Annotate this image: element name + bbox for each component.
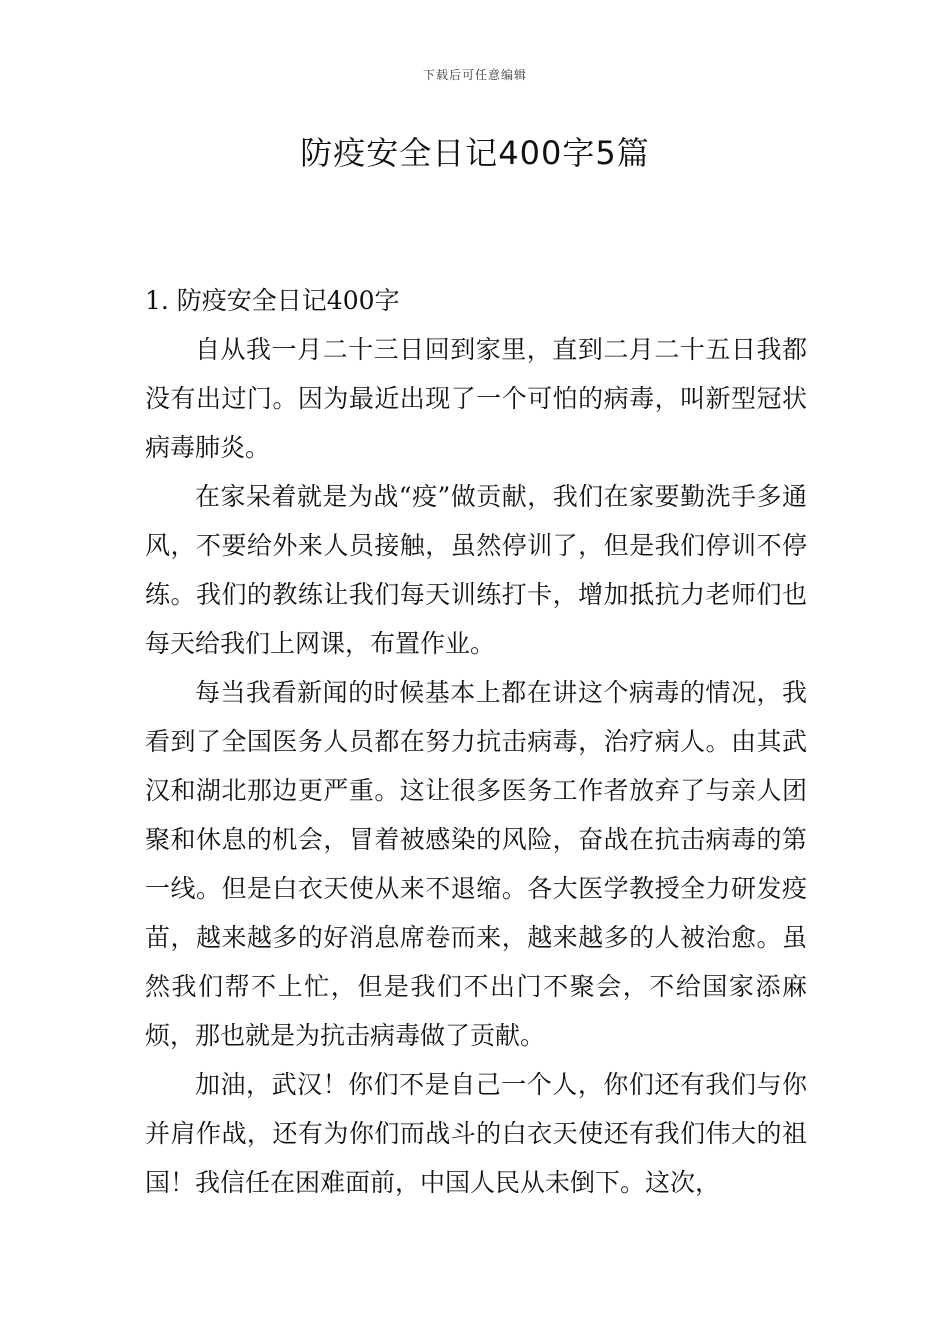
paragraph: 自从我一月二十三日回到家里，直到二月二十五日我都没有出过门。因为最近出现了一个可怕的病毒，叫新型冠状病毒肺炎。 <box>145 335 807 462</box>
header-note: 下载后可任意编辑 <box>422 68 527 82</box>
section-heading: 1. 防疫安全日记400字 <box>145 286 400 315</box>
document-title: 防疫安全日记400字5篇 <box>300 134 650 172</box>
paragraph: 加油，武汉！你们不是自己一个人，你们还有我们与你并肩作战，还有为你们而战斗的白衣天使还有我们伟大的祖国！我信任在困难面前，中国人民从未倒下。这次， <box>145 1070 807 1197</box>
document-body <box>145 276 807 1207</box>
paragraph: 在家呆着就是为战“疫”做贡献，我们在家要勤洗手多通风，不要给外来人员接触，虽然停训了，但是我们停训不停练。我们的教练让我们每天训练打卡，增加抵抗力老师们也每天给我们上网课，布置作业。 <box>145 482 807 658</box>
paragraph: 每当我看新闻的时候基本上都在讲这个病毒的情况，我看到了全国医务人员都在努力抗击病毒，治疗病人。由其武汉和湖北那边更严重。这让很多医务工作者放弃了与亲人团聚和休息的机会，冒着被感染的风险，奋战在抗击病毒的第一线。但是白衣天使从来不退缩。各大医学教授全力研发疫苗，越来越多的好消息席卷而来，越来越多的人被治愈。虽然我们帮不上忙，但是我们不出门不聚会，不给国家添麻烦，那也就是为抗击病毒做了贡献。 <box>145 678 807 1050</box>
